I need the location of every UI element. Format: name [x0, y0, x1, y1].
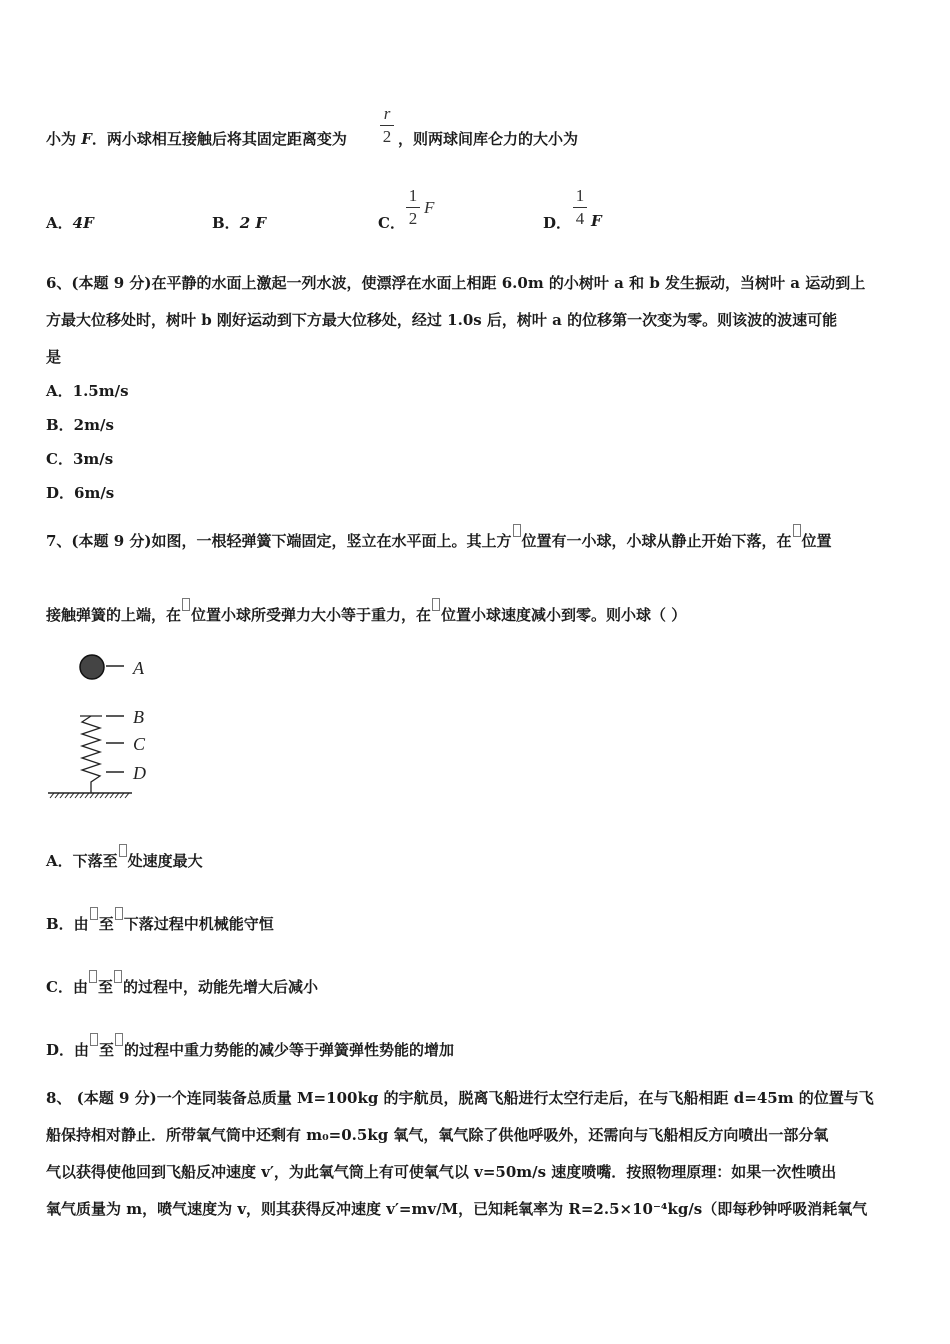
missing-glyph-icon	[513, 524, 521, 537]
q5-option-d-var: F	[591, 212, 602, 230]
q7-stem-line1: 7、(本题 9 分)如图，一根轻弹簧下端固定，竖立在水平面上。其上方 位置有一小球，小球从静止开始下落，在 位置	[46, 530, 832, 551]
q5-stem-fraction: r 2	[380, 104, 394, 147]
label-d: D	[133, 763, 146, 783]
q5-option-d[interactable]: D．	[543, 214, 572, 232]
q5-option-c-fraction: 1 2	[406, 186, 420, 229]
q8-stem-line4: 氧气质量为 m，喷气速度为 v，则其获得反冲速度 v′=mv/M，已知耗氧率为 R=2.5×10⁻⁴kg/s（即每秒钟呼吸消耗氧气	[46, 1200, 868, 1218]
missing-glyph-icon	[432, 598, 440, 611]
missing-glyph-icon	[114, 970, 122, 983]
spring-ball-figure	[44, 648, 164, 804]
q5-option-b[interactable]: B．2 F	[212, 214, 266, 232]
label-b: B	[133, 707, 144, 727]
q6-stem-line3: 是	[46, 348, 62, 366]
missing-glyph-icon	[90, 1033, 98, 1046]
missing-glyph-icon	[115, 907, 123, 920]
missing-glyph-icon	[119, 844, 127, 857]
q8-stem-line3: 气以获得使他回到飞船反冲速度 v′，为此氧气筒上有可使氧气以 v=50m/s 速度喷嘴．按照物理原理：如果一次性喷出	[46, 1163, 837, 1181]
q5-stem: 小为 F．两小球相互接触后将其固定距离变为	[46, 130, 347, 148]
q8-stem-line1: 8、 (本题 9 分)一个连同装备总质量 M=100kg 的宇航员，脱离飞船进行太空行走后，在与飞船相距 d=45m 的位置与飞	[46, 1089, 874, 1107]
q6-option-a[interactable]: A．1.5m/s	[46, 382, 129, 400]
missing-glyph-icon	[115, 1033, 123, 1046]
q7-option-b[interactable]: B．由 至 下落过程中机械能守恒	[46, 913, 274, 934]
spring	[82, 716, 100, 793]
q6-stem-line2: 方最大位移处时，树叶 b 刚好运动到下方最大位移处，经过 1.0s 后，树叶 a 的位移第一次变为零。则该波的波速可能	[46, 311, 838, 329]
missing-glyph-icon	[793, 524, 801, 537]
q5-stem-tail: ，则两球间库仑力的大小为	[398, 130, 579, 148]
q7-option-d[interactable]: D．由 至 的过程中重力势能的减少等于弹簧弹性势能的增加	[46, 1039, 454, 1060]
q6-option-d[interactable]: D．6m/s	[46, 484, 115, 502]
q5-option-c[interactable]: C．	[378, 214, 405, 232]
q6-option-c[interactable]: C．3m/s	[46, 450, 114, 468]
q7-stem-line2: 接触弹簧的上端，在 位置小球所受弹力大小等于重力，在 位置小球速度减小到零。则小球（ ）	[46, 604, 686, 625]
q5-option-a[interactable]: A．4F	[46, 214, 94, 232]
q8-stem-line2: 船保持相对静止．所带氧气筒中还剩有 m₀=0.5kg 氧气，氧气除了供他呼吸外，还需向与飞船相反方向喷出一部分氧	[46, 1126, 829, 1144]
label-c: C	[133, 734, 146, 754]
q5-option-c-var: F	[424, 198, 435, 217]
missing-glyph-icon	[89, 970, 97, 983]
missing-glyph-icon	[90, 907, 98, 920]
missing-glyph-icon	[182, 598, 190, 611]
label-a: A	[133, 658, 144, 678]
q7-option-a[interactable]: A．下落至 处速度最大	[46, 850, 203, 871]
q7-option-c[interactable]: C．由 至 的过程中，动能先增大后减小	[46, 976, 318, 997]
ball	[80, 655, 104, 679]
q5-option-d-fraction: 1 4	[573, 186, 587, 229]
q6-stem-line1: 6、(本题 9 分)在平静的水面上激起一列水波，使漂浮在水面上相距 6.0m 的小树叶 a 和 b 发生振动，当树叶 a 运动到上	[46, 274, 866, 292]
q6-option-b[interactable]: B．2m/s	[46, 416, 114, 434]
